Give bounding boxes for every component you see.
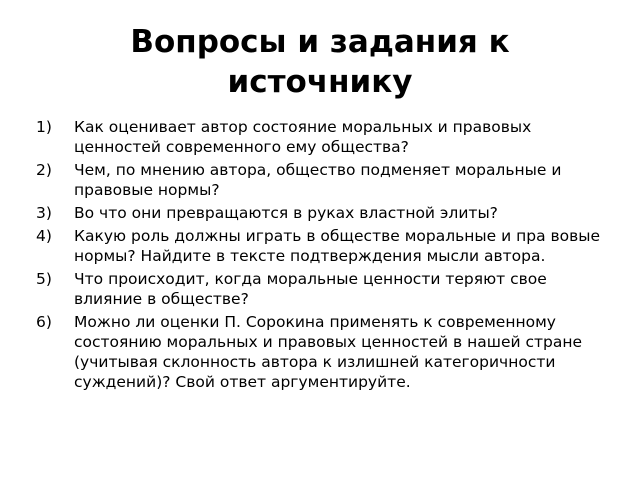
question-item: [36, 203, 614, 223]
question-text: Что происходит, когда моральные ценности теряют свое влияние в обществе?: [74, 270, 547, 308]
question-text: Можно ли оценки П. Сорокина применять к современному состоянию моральных и правовых ценностей в нашей стране (учитывая склонность автора к излишней категоричности суждений)? Свой ответ аргументируйте.: [74, 313, 583, 391]
question-number: 2): [36, 161, 52, 179]
question-number: 1): [36, 118, 52, 136]
question-item: [36, 226, 614, 266]
question-list: [36, 117, 614, 395]
question-text: Во что они превращаются в руках властной элиты?: [74, 204, 498, 222]
question-item: [36, 269, 614, 309]
question-number: 6): [36, 313, 52, 331]
slide-title: Вопросы и задания к источнику: [130, 24, 510, 100]
question-number: 4): [36, 227, 52, 245]
question-item: [36, 117, 614, 157]
question-item: [36, 160, 614, 200]
question-number: 5): [36, 270, 52, 288]
question-text: Чем, по мнению автора, общество подменяет моральные и правовые нормы?: [74, 161, 562, 199]
question-text: Какую роль должны играть в обществе моральные и пра вовые нормы? Найдите в тексте подтверждения мысли автора.: [74, 227, 601, 265]
question-text: Как оценивает автор состояние моральных и правовых ценностей современного ему общества?: [74, 118, 532, 156]
question-number: 3): [36, 204, 52, 222]
question-item: [36, 312, 614, 392]
